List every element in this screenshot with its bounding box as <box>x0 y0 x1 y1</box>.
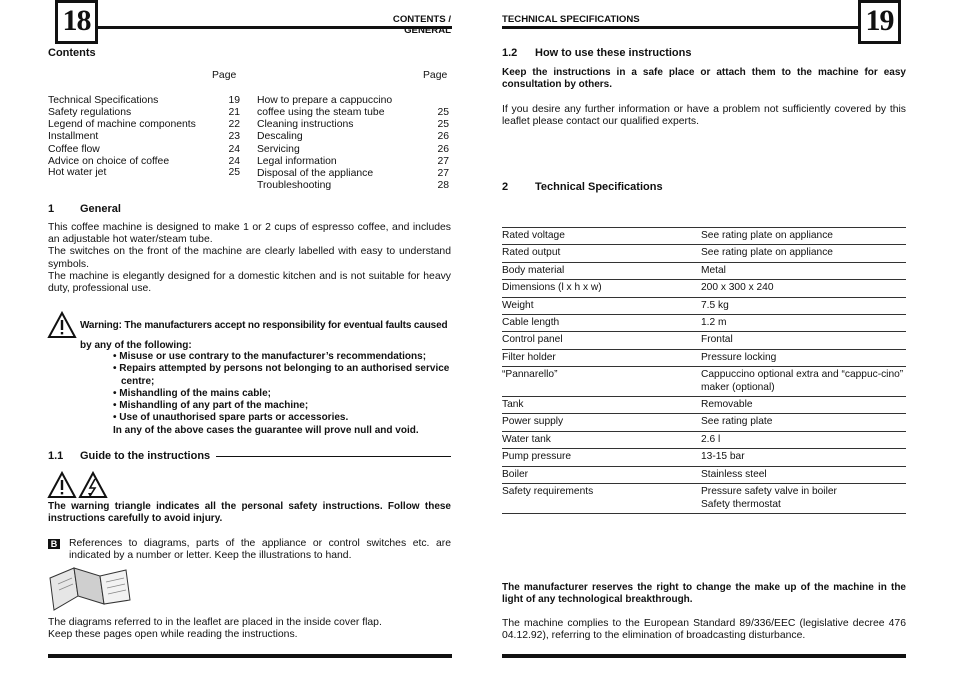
general-paragraph: This coffee machine is designed to make 1 or 2 cups of espresso coffee, and includes an adjustable hot water/steam tube. The switches on the front of the machine are clearly labelled with easy to understand symbols. The machine is elegantly designed for a domestic kitchen and is not suitable for heavy duty, professional use. <box>48 222 451 295</box>
triangle-instructions-text: The warning triangle indicates all the personal safety instructions. Follow these instructions carefully to avoid injury. <box>48 501 451 525</box>
spec-key: Rated output <box>502 245 701 262</box>
spec-value: See rating plate <box>701 414 906 431</box>
spec-key: Boiler <box>502 466 701 483</box>
left-footer-rule <box>48 654 452 658</box>
toc-entry: Cleaning instructions 25 <box>257 119 449 130</box>
contents-page-label-left: Page <box>212 70 237 81</box>
right-running-header: TECHNICAL SPECIFICATIONS <box>502 14 640 25</box>
table-row <box>502 431 906 448</box>
contents-heading: Contents <box>48 47 96 59</box>
spec-key: Cable length <box>502 315 701 332</box>
list-item: • Mishandling of the mains cable; <box>113 387 271 399</box>
spec-key: Filter holder <box>502 349 701 366</box>
toc-entry: Advice on choice of coffee 24 <box>48 156 240 167</box>
spec-table <box>502 227 906 514</box>
spec-value: Pressure safety valve in boiler Safety thermostat <box>701 484 906 514</box>
spec-key: “Pannarello” <box>502 367 701 397</box>
spec-key: Weight <box>502 297 701 314</box>
howto-section-title: How to use these instructions <box>535 47 692 59</box>
spec-value: See rating plate on appliance <box>701 228 906 245</box>
toc-entry: Legal information 27 <box>257 156 449 167</box>
table-row <box>502 315 906 332</box>
toc-entry: Installment 23 <box>48 131 240 142</box>
spec-value: 2.6 l <box>701 431 906 448</box>
tech-section-number: 2 <box>502 181 509 193</box>
table-row <box>502 280 906 297</box>
spec-key: Control panel <box>502 332 701 349</box>
toc-entry: Hot water jet 25 <box>48 167 240 178</box>
toc-entry: Technical Specifications 19 <box>48 95 240 106</box>
left-running-header: CONTENTS / GENERAL <box>392 14 451 36</box>
spec-key: Pump pressure <box>502 449 701 466</box>
toc-entry: Legend of machine components 22 <box>48 119 240 130</box>
list-item: • Use of unauthorised spare parts or accessories. <box>113 412 349 424</box>
folded-leaflet-icon <box>48 566 134 619</box>
toc-entry: Troubleshooting 28 <box>257 180 449 191</box>
warning-closing: In any of the above cases the guarantee will prove null and void. <box>113 424 419 436</box>
table-row <box>502 449 906 466</box>
manufacturer-rights-text: The manufacturer reserves the right to change the make up of the machine in the light of any technological breakthrough. <box>502 582 906 606</box>
table-row <box>502 414 906 431</box>
spec-key: Body material <box>502 262 701 279</box>
spec-value: 200 x 300 x 240 <box>701 280 906 297</box>
right-page-number: 19 <box>858 0 901 44</box>
toc-entry: Safety regulations 21 <box>48 107 240 118</box>
table-row <box>502 228 906 245</box>
warning-triangle-icon <box>47 311 77 342</box>
spec-value: 13-15 bar <box>701 449 906 466</box>
spec-value: Metal <box>701 262 906 279</box>
spec-key: Safety requirements <box>502 484 701 514</box>
spec-value: Frontal <box>701 332 906 349</box>
spec-key: Tank <box>502 397 701 414</box>
warning-bullet-list <box>113 351 451 437</box>
standards-compliance-text: The machine complies to the European Standard 89/336/EEC (legislative decree 476 04.12.92), referring to the elimination of broadcasting disturbance. <box>502 618 906 642</box>
reference-text: References to diagrams, parts of the appliance or control switches etc. are indicated by a number or letter. Keep the illustrations to hand. <box>69 538 451 562</box>
general-section-title: General <box>80 203 121 215</box>
electric-hazard-icon <box>78 471 108 502</box>
toc-entry: Disposal of the appliance 27 <box>257 168 449 179</box>
spec-value: 7.5 kg <box>701 297 906 314</box>
diagram-note-line-2: Keep these pages open while reading the instructions. <box>48 629 298 640</box>
guide-title-rule <box>216 456 451 457</box>
list-item: • Repairs attempted by persons not belonging to an authorised service centre; <box>113 363 450 387</box>
howto-section-number: 1.2 <box>502 47 518 59</box>
contents-page-label-right: Page <box>423 70 448 81</box>
spec-key: Water tank <box>502 431 701 448</box>
toc-entry: coffee using the steam tube 25 <box>257 107 449 118</box>
table-row <box>502 297 906 314</box>
spec-key: Dimensions (l x h x w) <box>502 280 701 297</box>
toc-entry: Coffee flow 24 <box>48 144 240 155</box>
spec-value: Cappuccino optional extra and “cappuc-cino” maker (optional) <box>701 367 906 397</box>
table-row <box>502 484 906 514</box>
reference-letter-badge: B <box>48 539 60 550</box>
table-row <box>502 245 906 262</box>
spec-value: Pressure locking <box>701 349 906 366</box>
diagram-note-line-1: The diagrams referred to in the leaflet are placed in the inside cover flap. <box>48 617 382 628</box>
spec-key: Rated voltage <box>502 228 701 245</box>
general-section-number: 1 <box>48 203 55 215</box>
table-row <box>502 332 906 349</box>
right-footer-rule <box>502 654 906 658</box>
spec-key: Power supply <box>502 414 701 431</box>
list-item: • Mishandling of any part of the machine; <box>113 400 309 412</box>
spec-value: Removable <box>701 397 906 414</box>
guide-section-number: 1.1 <box>48 450 64 462</box>
spec-value: See rating plate on appliance <box>701 245 906 262</box>
list-item: • Misuse or use contrary to the manufacturer’s recommendations; <box>113 351 427 362</box>
table-row <box>502 397 906 414</box>
howto-bold-text: Keep the instructions in a safe place or attach them to the machine for easy consultation by others. <box>502 67 906 91</box>
left-page-number: 18 <box>55 0 98 44</box>
table-row <box>502 349 906 366</box>
right-header-rule <box>502 26 860 29</box>
toc-entry: How to prepare a cappuccino <box>257 95 393 106</box>
warning-line-1: Warning: The manufacturers accept no responsibility for eventual faults caused <box>80 320 448 331</box>
table-row <box>502 466 906 483</box>
guide-section-title: Guide to the instructions <box>80 450 211 462</box>
toc-entry: Servicing 26 <box>257 144 449 155</box>
warning-line-2: by any of the following: <box>80 340 192 351</box>
howto-text: If you desire any further information or have a problem not sufficiently covered by this leaflet please contact our qualified experts. <box>502 104 906 128</box>
spec-value: Stainless steel <box>701 466 906 483</box>
warning-triangle-icon <box>47 471 77 502</box>
toc-entry: Descaling 26 <box>257 131 449 142</box>
table-row <box>502 262 906 279</box>
spec-value: 1.2 m <box>701 315 906 332</box>
tech-section-title: Technical Specifications <box>535 181 663 193</box>
table-row <box>502 367 906 397</box>
